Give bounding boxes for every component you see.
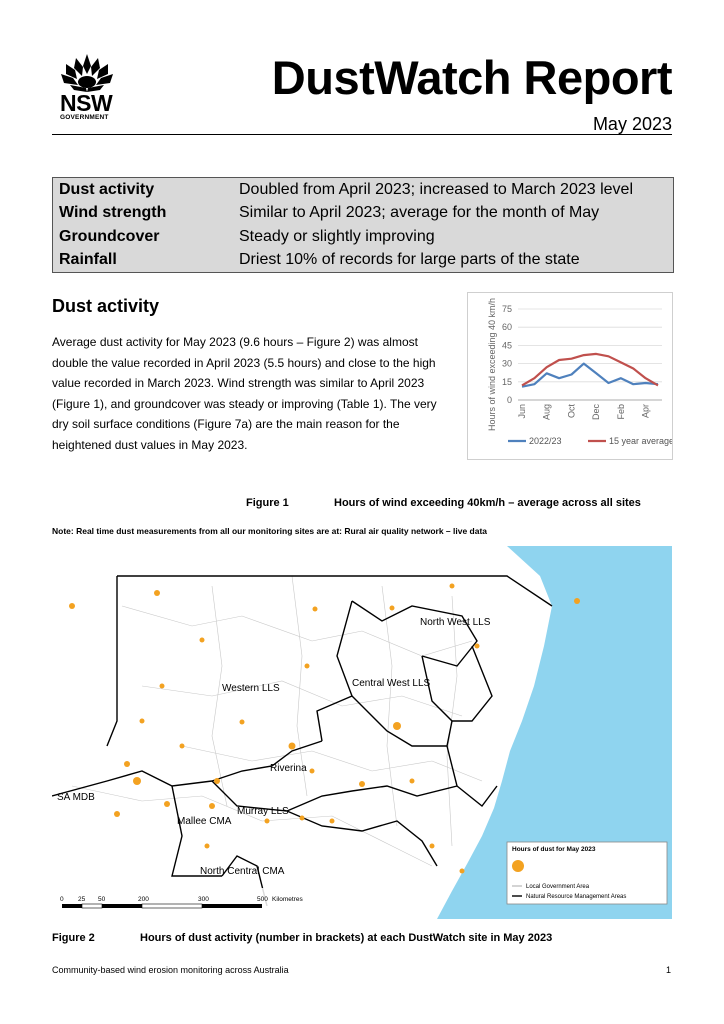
summary-label: Wind strength (59, 204, 167, 222)
region-label: Central West LLS (352, 678, 431, 689)
dust-site-marker (330, 819, 335, 824)
dust-site-marker (160, 684, 165, 689)
summary-table (52, 177, 674, 273)
nsw-government-logo (56, 52, 126, 124)
region-label: Western LLS (222, 683, 280, 694)
report-date: May 2023 (592, 114, 672, 134)
dust-site-map (52, 546, 672, 919)
region-label: Mallee CMA (177, 816, 232, 827)
dust-site-marker (460, 869, 465, 874)
y-tick-label: 75 (501, 304, 512, 314)
x-tick-label: Feb (615, 404, 626, 420)
dust-site-marker (305, 664, 310, 669)
y-tick-label: 60 (501, 322, 512, 333)
dust-site-marker (313, 607, 318, 612)
scale-tick: 50 (98, 896, 106, 903)
dust-site-marker (114, 811, 120, 817)
dust-site-marker (124, 761, 130, 767)
summary-row (53, 249, 673, 273)
legend-label: 15 year average (609, 436, 672, 446)
summary-value: Similar to April 2023; average for the month of May (239, 204, 600, 222)
dust-site-marker (180, 744, 185, 749)
dust-site-marker (214, 778, 220, 784)
dust-site-marker (154, 590, 160, 596)
dust-site-marker (475, 644, 480, 649)
dust-site-marker (69, 603, 75, 609)
summary-row (53, 178, 673, 202)
legend-label: 2022/23 (529, 436, 562, 446)
scale-tick: 500 (257, 896, 268, 903)
region-label: North Central CMA (200, 866, 285, 877)
figure1-title: Hours of wind exceeding 40km/h – average across all sites (334, 497, 641, 509)
x-tick-label: Aug (541, 404, 552, 421)
x-tick-label: Dec (591, 404, 602, 421)
figure2-caption (52, 932, 553, 944)
live-data-note: Note: Real time dust measurements from all our monitoring sites are at: Rural air quality network – live data (52, 526, 488, 536)
section-paragraph: Average dust activity for May 2023 (9.6 hours – Figure 2) was almost double the value recorded in April 2023 (5.5 hours) and close to the high value recorded in March 2023. Wind strength was similar to April 2023 (Figure 1), and groundcover was steady or improving (Table 1). The very dry soil surface conditions (Figure 7a) are the main reason for the heightened dust values in May 2023. (52, 335, 437, 452)
dust-site-marker (300, 816, 305, 821)
wind-chart-svg (468, 293, 672, 459)
summary-label: Groundcover (59, 227, 160, 245)
logo-wordmark: NSW (60, 90, 113, 116)
dust-site-marker (430, 844, 435, 849)
summary-row (53, 225, 673, 249)
x-tick-label: Jun (517, 404, 527, 419)
scale-tick: 25 (78, 896, 86, 903)
y-tick-label: 15 (501, 376, 512, 387)
figure1-caption (246, 497, 641, 509)
dust-site-marker (209, 803, 215, 809)
dust-site-marker (133, 777, 141, 785)
dust-site-marker (200, 638, 205, 643)
region-label: SA MDB (57, 792, 95, 803)
scale-tick: 0 (60, 896, 64, 903)
logo-subtext: GOVERNMENT (60, 114, 109, 121)
y-axis-label: Hours of wind exceeding 40 km/h (487, 297, 497, 432)
map-legend (507, 842, 667, 904)
section-heading: Dust activity (52, 296, 160, 316)
x-tick-label: Oct (566, 404, 577, 419)
page-number: 1 (666, 965, 672, 975)
report-title: DustWatch Report (271, 51, 672, 104)
summary-value: Steady or slightly improving (239, 227, 435, 245)
dust-site-marker (310, 769, 315, 774)
summary-label: Rainfall (59, 251, 117, 269)
dust-site-marker (265, 819, 270, 824)
map-svg (52, 546, 672, 919)
dust-site-marker (574, 598, 580, 604)
wind-chart (467, 292, 673, 460)
legend-title: Hours of dust for May 2023 (512, 846, 596, 853)
dust-site-marker (140, 719, 145, 724)
figure2-title: Hours of dust activity (number in brackets) at each DustWatch site in May 2023 (140, 932, 553, 944)
dust-site-marker (390, 606, 395, 611)
figure1-label: Figure 1 (246, 497, 289, 509)
dust-site-marker (359, 781, 365, 787)
dust-site-marker (289, 743, 296, 750)
series-line-0 (522, 364, 658, 387)
legend-item: Local Government Area (526, 884, 590, 890)
figure2-label: Figure 2 (52, 932, 95, 944)
dust-site-marker (205, 844, 210, 849)
dust-site-marker (393, 722, 401, 730)
region-label: Murray LLS (237, 806, 289, 817)
summary-value: Doubled from April 2023; increased to March 2023 level (239, 180, 633, 198)
region-label: North West LLS (420, 617, 491, 628)
y-tick-label: 30 (501, 358, 512, 369)
region-label: Riverina (270, 763, 307, 774)
scale-tick: 200 (138, 896, 149, 903)
summary-label: Dust activity (59, 180, 155, 198)
y-tick-label: 45 (501, 340, 512, 351)
dust-site-marker (410, 779, 415, 784)
y-tick-label: 0 (506, 395, 512, 405)
map-scale-bar (54, 888, 312, 918)
x-tick-label: Apr (640, 404, 651, 419)
header-divider (52, 134, 672, 135)
waratah-icon (56, 52, 118, 92)
footer-text: Community-based wind erosion monitoring across Australia (52, 965, 289, 975)
summary-row (53, 202, 673, 226)
summary-value: Driest 10% of records for large parts of the state (239, 251, 580, 269)
dust-site-marker (164, 801, 170, 807)
dust-site-marker (240, 720, 245, 725)
legend-item: Natural Resource Management Areas (526, 894, 627, 900)
legend-site-icon (512, 860, 524, 872)
scale-label: Kilometres (272, 896, 303, 903)
dust-site-marker (450, 584, 455, 589)
scale-tick: 300 (198, 896, 209, 903)
